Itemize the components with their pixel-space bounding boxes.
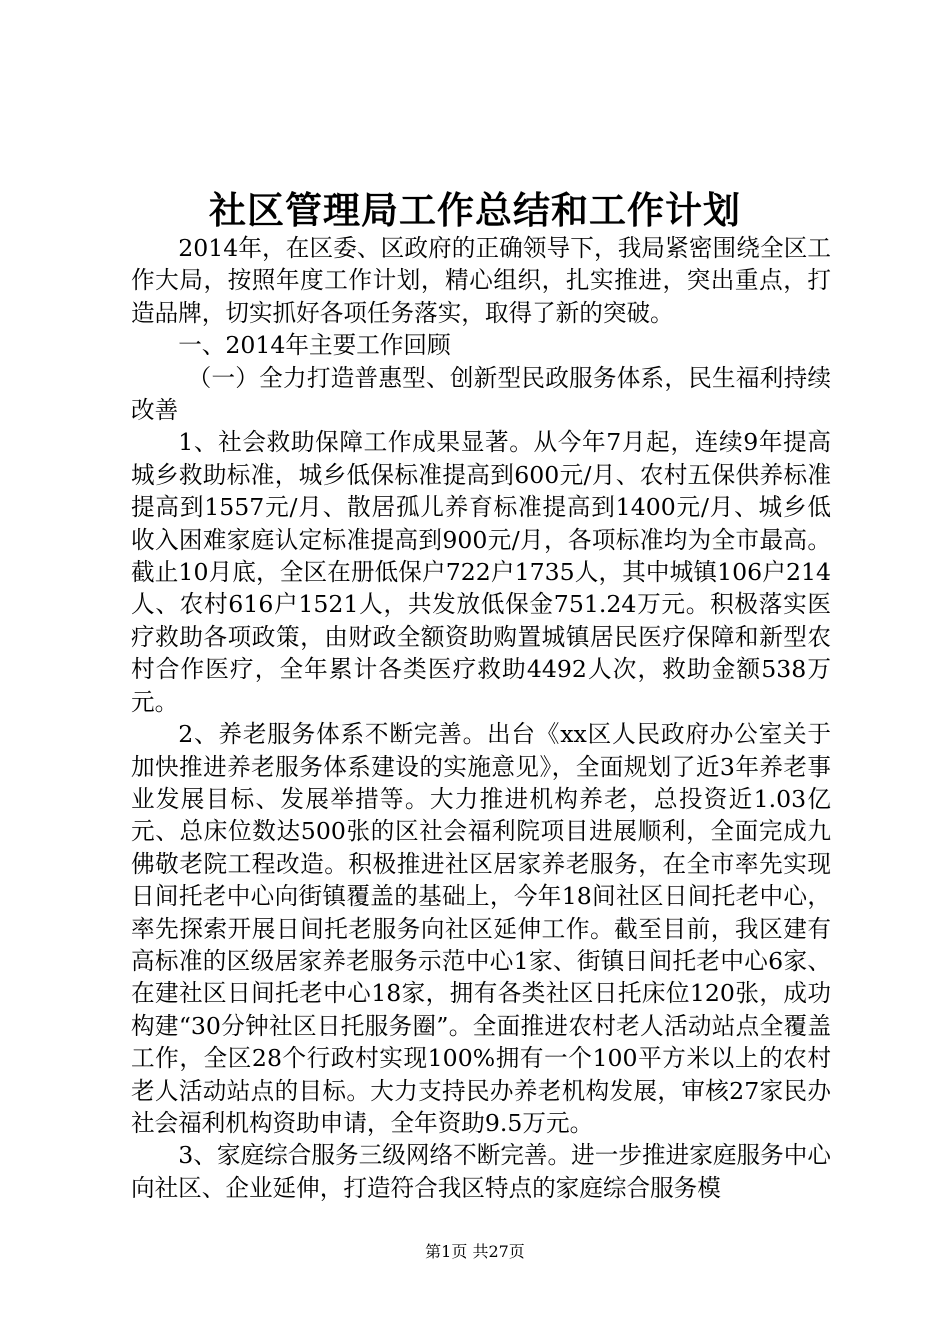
intro-paragraph: 2014年，在区委、区政府的正确领导下，我局紧密围绕全区工作大局，按照年度工作计划，精心组织，扎实推进，突出重点，打造品牌，切实抓好各项任务落实，取得了新的突破。 — [131, 234, 831, 327]
document-title: 社区管理局工作总结和工作计划 — [209, 188, 741, 232]
body-paragraph-social-assistance: 1、社会救助保障工作成果显著。从今年7月起，连续9年提高城乡救助标准，城乡低保标准提高到600元/月、农村五保供养标准提高到1557元/月、散居孤儿养育标准提高到1400元/月、城乡低收入困难家庭认定标准提高到900元/月，各项标准均为全市最高。截止10月底，全区在册低保户722户1735人，其中城镇106户214人、农村616户1521人，共发放低保金751.24万元。积极落实医疗救助各项政策，由财政全额资助购置城镇居民医疗保障和新型农村合作医疗，全年累计各类医疗救助4492人次，救助金额538万元。 — [131, 428, 831, 716]
page-number-footer: 第1页 共27页 — [425, 1242, 525, 1261]
body-paragraph-elderly-care: 2、养老服务体系不断完善。出台《xx区人民政府办公室关于加快推进养老服务体系建设的实施意见》，全面规划了近3年养老事业发展目标、发展举措等。大力推进机构养老，总投资近1.03亿元、总床位数达500张的区社会福利院项目进展顺利，全面完成九佛敬老院工程改造。积极推进社区居家养老服务，在全市率先实现日间托老中心向街镇覆盖的基础上，今年18间社区日间托老中心，率先探索开展日间托老服务向社区延伸工作。截至目前，我区建有高标准的区级居家养老服务示范中心1家、街镇日间托老中心6家、在建社区日间托老中心18家，拥有各类社区日托床位120张，成功构建“30分钟社区日托服务圈”。全面推进农村老人活动站点全覆盖工作，全区28个行政村实现100%拥有一个100平方米以上的农村老人活动站点的目标。大力支持民办养老机构发展，审核27家民办社会福利机构资助申请，全年资助9.5万元。 — [131, 720, 831, 1137]
document-body — [131, 232, 831, 1204]
section-heading: 一、2014年主要工作回顾 — [178, 331, 451, 360]
body-paragraph-family-services: 3、家庭综合服务三级网络不断完善。进一步推进家庭服务中心向社区、企业延伸，打造符合我区特点的家庭综合服务模 — [131, 1141, 831, 1202]
subsection-heading: （一）全力打造普惠型、创新型民政服务体系，民生福利持续改善 — [131, 363, 831, 425]
